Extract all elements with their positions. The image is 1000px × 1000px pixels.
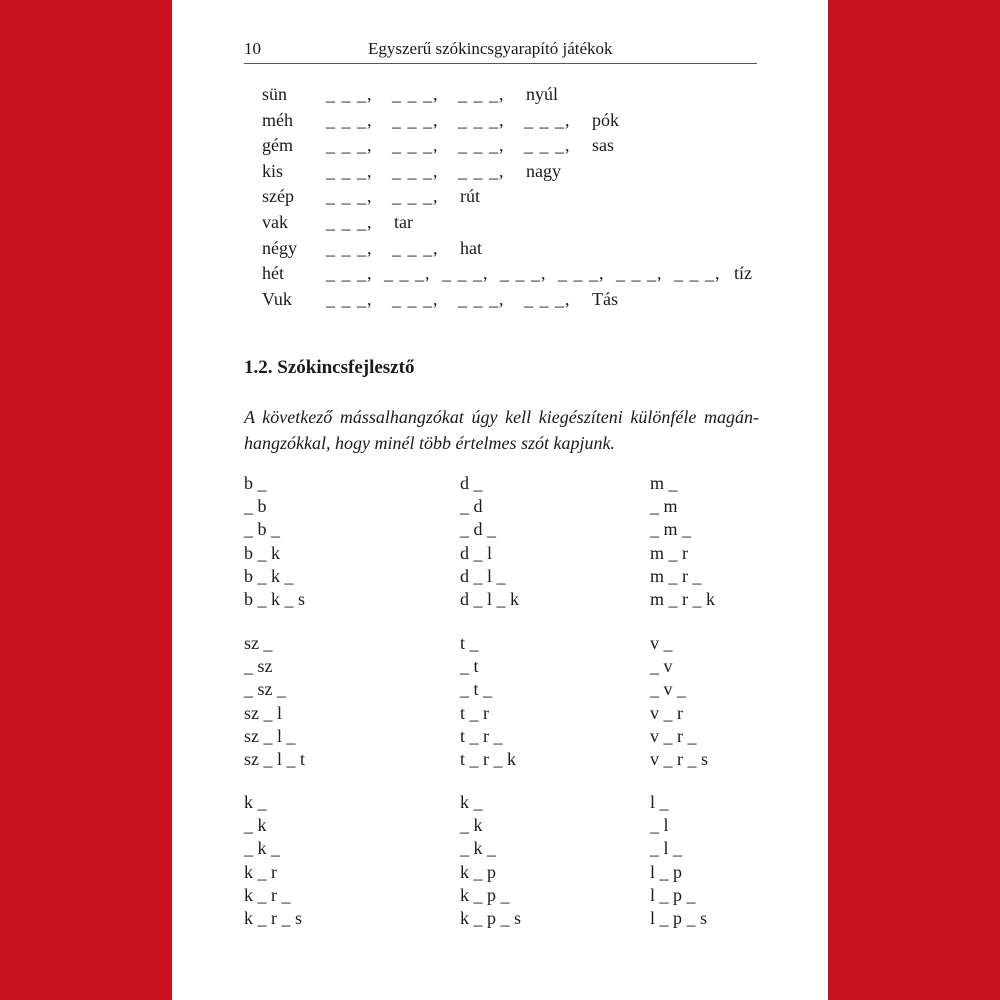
pattern-item: k _ r _ s	[244, 907, 302, 928]
pattern-item: m _ r _	[650, 565, 702, 586]
chain-blank: _ _ _,	[524, 109, 571, 130]
chain-blank: _ _ _,	[392, 135, 439, 156]
pattern-item: b _	[244, 473, 267, 493]
chain-start-word: szép	[262, 186, 294, 207]
pattern-item: v _ r _ s	[650, 748, 708, 769]
chain-blank: _ _ _,	[458, 288, 505, 309]
pattern-group	[244, 472, 759, 611]
pattern-item: _ k	[460, 815, 483, 836]
pattern-item: k _ p _	[460, 884, 510, 905]
word-chain-exercise	[244, 82, 764, 312]
chain-start-word: Vuk	[262, 288, 292, 309]
chain-blank: _ _ _,	[392, 186, 439, 207]
pattern-item: d _ l _	[460, 565, 506, 586]
pattern-item: d _	[460, 473, 483, 493]
exercise-instructions	[244, 404, 759, 456]
pattern-item: k _ p	[460, 861, 496, 882]
pattern-item: _ d	[460, 496, 483, 517]
pattern-item: _ l	[650, 815, 669, 836]
pattern-item: _ k	[244, 815, 267, 836]
pattern-row	[244, 518, 759, 541]
pattern-item: sz _ l _ t	[244, 748, 305, 769]
chain-blank: _ _ _,	[392, 84, 439, 104]
pattern-item: m _ r	[650, 542, 688, 563]
chain-start-word: kis	[262, 160, 284, 181]
pattern-item: k _ p _ s	[460, 907, 522, 928]
page-number: 10	[244, 39, 261, 58]
pattern-item: l _ p _	[650, 884, 696, 905]
pattern-item: _ t	[460, 656, 479, 677]
pattern-item: b _ k _ s	[244, 588, 306, 609]
book-page	[172, 0, 828, 1000]
pattern-row	[244, 472, 759, 495]
pattern-item: _ sz _	[244, 679, 286, 700]
pattern-item: k _ r	[244, 861, 277, 882]
chain-blank: _ _ _,	[558, 263, 605, 284]
pattern-row	[244, 588, 759, 611]
chain-blank: _ _ _,	[326, 237, 373, 258]
chain-blank: _ _ _,	[326, 186, 373, 207]
pattern-item: m _	[650, 473, 678, 493]
chain-blank: _ _ _,	[326, 135, 373, 156]
pattern-item: _ m _	[650, 519, 692, 540]
pattern-group	[244, 632, 759, 771]
chain-blank: _ _ _,	[500, 263, 547, 284]
pattern-item: _ b	[244, 496, 267, 517]
chain-start-word: vak	[262, 211, 288, 232]
word-chain-row	[244, 82, 764, 108]
chain-blank: _ _ _,	[392, 160, 439, 181]
chain-blank: _ _ _,	[326, 288, 373, 309]
pattern-item: d _ l	[460, 542, 493, 563]
chain-blank: _ _ _,	[458, 160, 505, 181]
pattern-item: v _	[650, 633, 673, 653]
chain-blank: _ _ _,	[458, 109, 505, 130]
pattern-row	[244, 748, 759, 771]
chain-blank: _ _ _,	[458, 135, 505, 156]
pattern-row	[244, 678, 759, 701]
instructions-line-1: A következő mássalhangzókat úgy kell kiegészíteni különféle magán-	[244, 407, 759, 427]
word-chain-row	[244, 210, 764, 236]
pattern-item: _ t _	[460, 679, 493, 700]
pattern-row	[244, 884, 759, 907]
running-header	[244, 39, 757, 64]
pattern-item: b _ k	[244, 542, 280, 563]
pattern-row	[244, 837, 759, 860]
chain-blank: _ _ _,	[326, 84, 373, 104]
pattern-item: sz _	[244, 633, 273, 653]
chain-blank: _ _ _,	[674, 263, 721, 284]
pattern-item: t _ r	[460, 702, 489, 723]
chain-end-word: tar	[394, 211, 413, 232]
pattern-item: _ sz	[244, 656, 273, 677]
pattern-row	[244, 861, 759, 884]
pattern-item: _ k _	[460, 838, 496, 859]
pattern-item: _ v	[650, 656, 673, 677]
chain-blank: _ _ _,	[326, 109, 373, 130]
word-chain-row	[244, 133, 764, 159]
pattern-item: b _ k _	[244, 565, 294, 586]
pattern-item: _ d _	[460, 519, 496, 540]
chain-blank: _ _ _,	[392, 288, 439, 309]
word-chain-row	[244, 287, 764, 313]
word-chain-row	[244, 184, 764, 210]
pattern-item: sz _ l _	[244, 725, 296, 746]
pattern-item: t _ r _ k	[460, 748, 516, 769]
pattern-group	[244, 791, 759, 930]
chain-end-word: tíz	[734, 263, 752, 284]
chain-end-word: pók	[592, 109, 619, 130]
chain-end-word: hat	[460, 237, 482, 258]
pattern-item: l _ p _ s	[650, 907, 708, 928]
pattern-item: l _	[650, 792, 669, 812]
chain-blank: _ _ _,	[326, 211, 373, 232]
pattern-item: v _ r _	[650, 725, 697, 746]
pattern-item: k _ r _	[244, 884, 291, 905]
pattern-row	[244, 495, 759, 518]
chain-end-word: nyúl	[526, 84, 559, 104]
chain-end-word: rút	[460, 186, 480, 207]
chain-blank: _ _ _,	[392, 237, 439, 258]
pattern-item: t _ r _	[460, 725, 503, 746]
pattern-row	[244, 814, 759, 837]
chain-start-word: méh	[262, 109, 293, 130]
pattern-item: _ k _	[244, 838, 280, 859]
word-chain-row	[244, 159, 764, 185]
pattern-row	[244, 907, 759, 930]
chain-end-word: sas	[592, 135, 614, 156]
pattern-row	[244, 702, 759, 725]
word-chain-row	[244, 108, 764, 134]
pattern-item: _ v _	[650, 679, 686, 700]
pattern-row	[244, 655, 759, 678]
chain-blank: _ _ _,	[442, 263, 489, 284]
pattern-item: k _	[244, 792, 267, 812]
pattern-item: t _	[460, 633, 479, 653]
pattern-item: k _	[460, 792, 483, 812]
pattern-item: _ m	[650, 496, 678, 517]
chain-end-word: nagy	[526, 160, 561, 181]
section-heading: 1.2. Szókincsfejlesztő	[244, 357, 415, 378]
chain-start-word: hét	[262, 263, 284, 284]
chain-blank: _ _ _,	[384, 263, 431, 284]
pattern-row	[244, 632, 759, 655]
pattern-item: _ b _	[244, 519, 280, 540]
pattern-row	[244, 565, 759, 588]
word-chain-row	[244, 261, 764, 287]
pattern-item: m _ r _ k	[650, 588, 715, 609]
chain-blank: _ _ _,	[326, 263, 373, 284]
pattern-row	[244, 725, 759, 748]
pattern-item: d _ l _ k	[460, 588, 520, 609]
chain-blank: _ _ _,	[524, 135, 571, 156]
pattern-item: l _ p	[650, 861, 683, 882]
pattern-row	[244, 791, 759, 814]
chain-blank: _ _ _,	[458, 84, 505, 104]
word-chain-row	[244, 236, 764, 262]
chain-blank: _ _ _,	[524, 288, 571, 309]
chain-end-word: Tás	[592, 288, 618, 309]
chain-start-word: sün	[262, 84, 288, 104]
pattern-row	[244, 542, 759, 565]
chain-start-word: négy	[262, 237, 297, 258]
chain-blank: _ _ _,	[326, 160, 373, 181]
chain-start-word: gém	[262, 135, 293, 156]
pattern-item: sz _ l	[244, 702, 282, 723]
running-title: Egyszerű szókincsgyarapító játékok	[368, 39, 613, 58]
pattern-item: v _ r	[650, 702, 683, 723]
instructions-line-2: hangzókkal, hogy minél több értelmes szót kapjunk.	[244, 433, 615, 453]
chain-blank: _ _ _,	[392, 109, 439, 130]
chain-blank: _ _ _,	[616, 263, 663, 284]
pattern-item: _ l _	[650, 838, 683, 859]
